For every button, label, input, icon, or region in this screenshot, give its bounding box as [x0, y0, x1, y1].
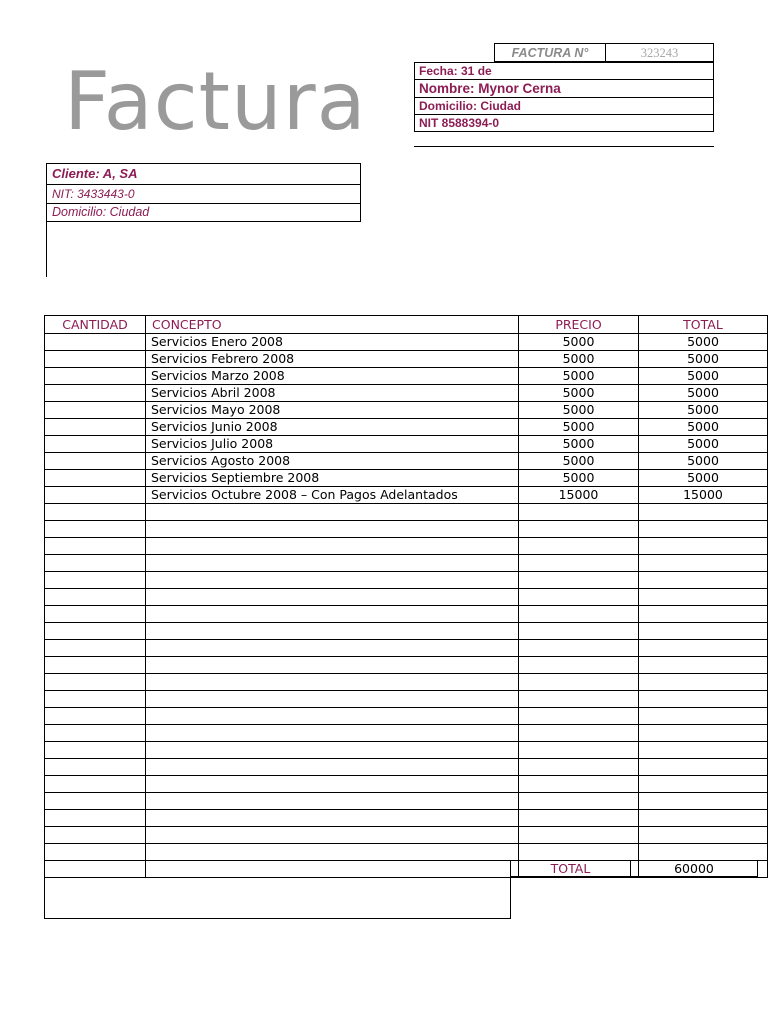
invoice-number: 323243: [640, 46, 679, 60]
table-row: [45, 742, 768, 759]
cell-cantidad: [45, 691, 146, 708]
issuer-nit: NIT 8588394-0: [415, 114, 713, 131]
table-row: [45, 555, 768, 572]
cell-precio: [519, 691, 639, 708]
cell-total: 5000: [639, 402, 768, 419]
cell-cantidad: [45, 334, 146, 351]
cell-concepto: [146, 844, 519, 861]
cell-concepto: Servicios Enero 2008: [146, 334, 519, 351]
table-row: [45, 844, 768, 861]
table-row: [45, 623, 768, 640]
cell-precio: 15000: [519, 487, 639, 504]
table-row: [45, 419, 768, 436]
cell-total: [639, 776, 768, 793]
cell-precio: [519, 793, 639, 810]
cell-concepto: [146, 793, 519, 810]
table-row: [45, 827, 768, 844]
cell-total: 5000: [639, 334, 768, 351]
cell-total: [639, 623, 768, 640]
cell-concepto: [146, 742, 519, 759]
cell-total: [639, 521, 768, 538]
cell-concepto: [146, 555, 519, 572]
table-row: [45, 810, 768, 827]
cell-precio: [519, 606, 639, 623]
cell-precio: 5000: [519, 368, 639, 385]
cell-precio: 5000: [519, 402, 639, 419]
cell-cantidad: [45, 606, 146, 623]
cell-cantidad: [45, 674, 146, 691]
cell-cantidad: [45, 538, 146, 555]
cell-total: [639, 810, 768, 827]
cell-total: [639, 657, 768, 674]
cell-total: 5000: [639, 351, 768, 368]
invoice-number-label: FACTURA N°: [495, 44, 606, 61]
cell-concepto: [146, 589, 519, 606]
cell-precio: 5000: [519, 436, 639, 453]
cell-precio: [519, 521, 639, 538]
table-row: [45, 487, 768, 504]
client-name: Cliente: A, SA: [47, 164, 360, 185]
cell-total: [639, 572, 768, 589]
grand-total-row: [510, 860, 758, 877]
cell-concepto: Servicios Febrero 2008: [146, 351, 519, 368]
table-row: [45, 368, 768, 385]
cell-precio: [519, 742, 639, 759]
cell-cantidad: [45, 555, 146, 572]
cell-concepto: [146, 640, 519, 657]
cell-concepto: Servicios Junio 2008: [146, 419, 519, 436]
client-address: Domicilio: Ciudad: [47, 204, 360, 222]
cell-precio: [519, 589, 639, 606]
cell-concepto: [146, 657, 519, 674]
cell-cantidad: [45, 759, 146, 776]
table-row: [45, 521, 768, 538]
table-row: [45, 504, 768, 521]
cell-concepto: [146, 708, 519, 725]
cell-precio: [519, 555, 639, 572]
cell-cantidad: [45, 793, 146, 810]
table-row: [45, 657, 768, 674]
table-row: [45, 759, 768, 776]
cell-concepto: [146, 572, 519, 589]
cell-concepto: [146, 538, 519, 555]
cell-concepto: [146, 759, 519, 776]
cell-concepto: Servicios Mayo 2008: [146, 402, 519, 419]
header-cantidad: CANTIDAD: [45, 316, 146, 334]
table-row: [45, 402, 768, 419]
cell-cantidad: [45, 776, 146, 793]
cell-cantidad: [45, 589, 146, 606]
table-row: [45, 589, 768, 606]
header-total: TOTAL: [639, 316, 768, 334]
cell-cantidad: [45, 844, 146, 861]
cell-precio: 5000: [519, 419, 639, 436]
cell-total: [639, 759, 768, 776]
cell-concepto: [146, 827, 519, 844]
cell-cantidad: [45, 419, 146, 436]
cell-total: 5000: [639, 419, 768, 436]
cell-total: [639, 674, 768, 691]
cell-cantidad: [45, 487, 146, 504]
issuer-date: Fecha: 31 de: [415, 62, 713, 79]
cell-precio: [519, 759, 639, 776]
cell-precio: [519, 572, 639, 589]
cell-concepto: Servicios Marzo 2008: [146, 368, 519, 385]
client-block: [46, 163, 361, 222]
issuer-address: Domicilio: Ciudad: [415, 97, 713, 114]
cell-precio: [519, 776, 639, 793]
cell-cantidad: [45, 351, 146, 368]
cell-total: [639, 844, 768, 861]
cell-precio: [519, 640, 639, 657]
cell-total: [639, 793, 768, 810]
cell-total: [639, 589, 768, 606]
cell-cantidad: [45, 810, 146, 827]
cell-precio: 5000: [519, 453, 639, 470]
table-row: [45, 674, 768, 691]
header-concepto: CONCEPTO: [146, 316, 519, 334]
table-row: [45, 793, 768, 810]
cell-total: 5000: [639, 385, 768, 402]
cell-cantidad: [45, 402, 146, 419]
cell-cantidad: [45, 504, 146, 521]
cell-total: 15000: [639, 487, 768, 504]
cell-cantidad: [45, 640, 146, 657]
cell-total: [639, 538, 768, 555]
cell-precio: [519, 827, 639, 844]
cell-concepto: Servicios Agosto 2008: [146, 453, 519, 470]
cell-precio: [519, 674, 639, 691]
cell-precio: 5000: [519, 351, 639, 368]
cell-cantidad: [45, 742, 146, 759]
items-body: [45, 334, 768, 878]
cell-precio: [519, 504, 639, 521]
items-table: [44, 315, 768, 878]
cell-cantidad: [45, 385, 146, 402]
table-row: [45, 725, 768, 742]
cell-cantidad: [45, 368, 146, 385]
cell-concepto: Servicios Octubre 2008 – Con Pagos Adelantados: [146, 487, 519, 504]
cell-concepto: Servicios Septiembre 2008: [146, 470, 519, 487]
table-row: [45, 538, 768, 555]
table-row: [45, 572, 768, 589]
cell-concepto: [146, 674, 519, 691]
document-title: Factura: [64, 55, 367, 148]
cell-concepto: [146, 725, 519, 742]
cell-precio: [519, 708, 639, 725]
client-divider: [46, 218, 47, 277]
cell-total: [639, 691, 768, 708]
cell-concepto: [146, 623, 519, 640]
cell-cantidad: [45, 470, 146, 487]
table-row: [45, 351, 768, 368]
table-row: [45, 385, 768, 402]
cell-concepto: [146, 606, 519, 623]
cell-total: 5000: [639, 470, 768, 487]
issuer-name: Nombre: Mynor Cerna: [415, 79, 713, 97]
cell-cantidad: [45, 436, 146, 453]
cell-precio: 5000: [519, 385, 639, 402]
issuer-block: [414, 62, 714, 132]
cell-precio: [519, 810, 639, 827]
client-nit: NIT: 3433443-0: [47, 185, 360, 204]
cell-cantidad: [45, 827, 146, 844]
cell-concepto: [146, 521, 519, 538]
cell-total: [639, 640, 768, 657]
cell-cantidad: [45, 623, 146, 640]
table-row: [45, 334, 768, 351]
cell-concepto: [146, 776, 519, 793]
table-header-row: [45, 316, 768, 334]
cell-total: [639, 742, 768, 759]
cell-total: [639, 555, 768, 572]
issuer-divider: [414, 146, 714, 147]
cell-precio: [519, 538, 639, 555]
cell-cantidad: [45, 708, 146, 725]
cell-precio: [519, 623, 639, 640]
cell-concepto: [146, 810, 519, 827]
cell-cantidad: [45, 521, 146, 538]
cell-concepto: [146, 504, 519, 521]
table-row: [45, 776, 768, 793]
cell-cantidad: [45, 725, 146, 742]
cell-precio: 5000: [519, 334, 639, 351]
cell-precio: [519, 657, 639, 674]
table-row: [45, 606, 768, 623]
table-row: [45, 470, 768, 487]
cell-precio: 5000: [519, 470, 639, 487]
cell-cantidad: [45, 572, 146, 589]
cell-total: 5000: [639, 368, 768, 385]
cell-precio: [519, 725, 639, 742]
cell-concepto: Servicios Julio 2008: [146, 436, 519, 453]
table-row: [45, 691, 768, 708]
cell-precio: [519, 844, 639, 861]
cell-total: [639, 708, 768, 725]
cell-total: [639, 725, 768, 742]
table-row: [45, 640, 768, 657]
cell-total: 5000: [639, 453, 768, 470]
notes-box: [44, 860, 511, 919]
cell-concepto: Servicios Abril 2008: [146, 385, 519, 402]
cell-total: [639, 606, 768, 623]
invoice-number-box: [494, 43, 714, 62]
table-row: [45, 708, 768, 725]
table-row: [45, 436, 768, 453]
cell-total: 5000: [639, 436, 768, 453]
grand-total-label: TOTAL: [511, 861, 631, 876]
cell-cantidad: [45, 657, 146, 674]
grand-total-value: 60000: [674, 861, 714, 876]
header-precio: PRECIO: [519, 316, 639, 334]
cell-total: [639, 827, 768, 844]
cell-concepto: [146, 691, 519, 708]
table-row: [45, 453, 768, 470]
cell-total: [639, 504, 768, 521]
cell-cantidad: [45, 453, 146, 470]
